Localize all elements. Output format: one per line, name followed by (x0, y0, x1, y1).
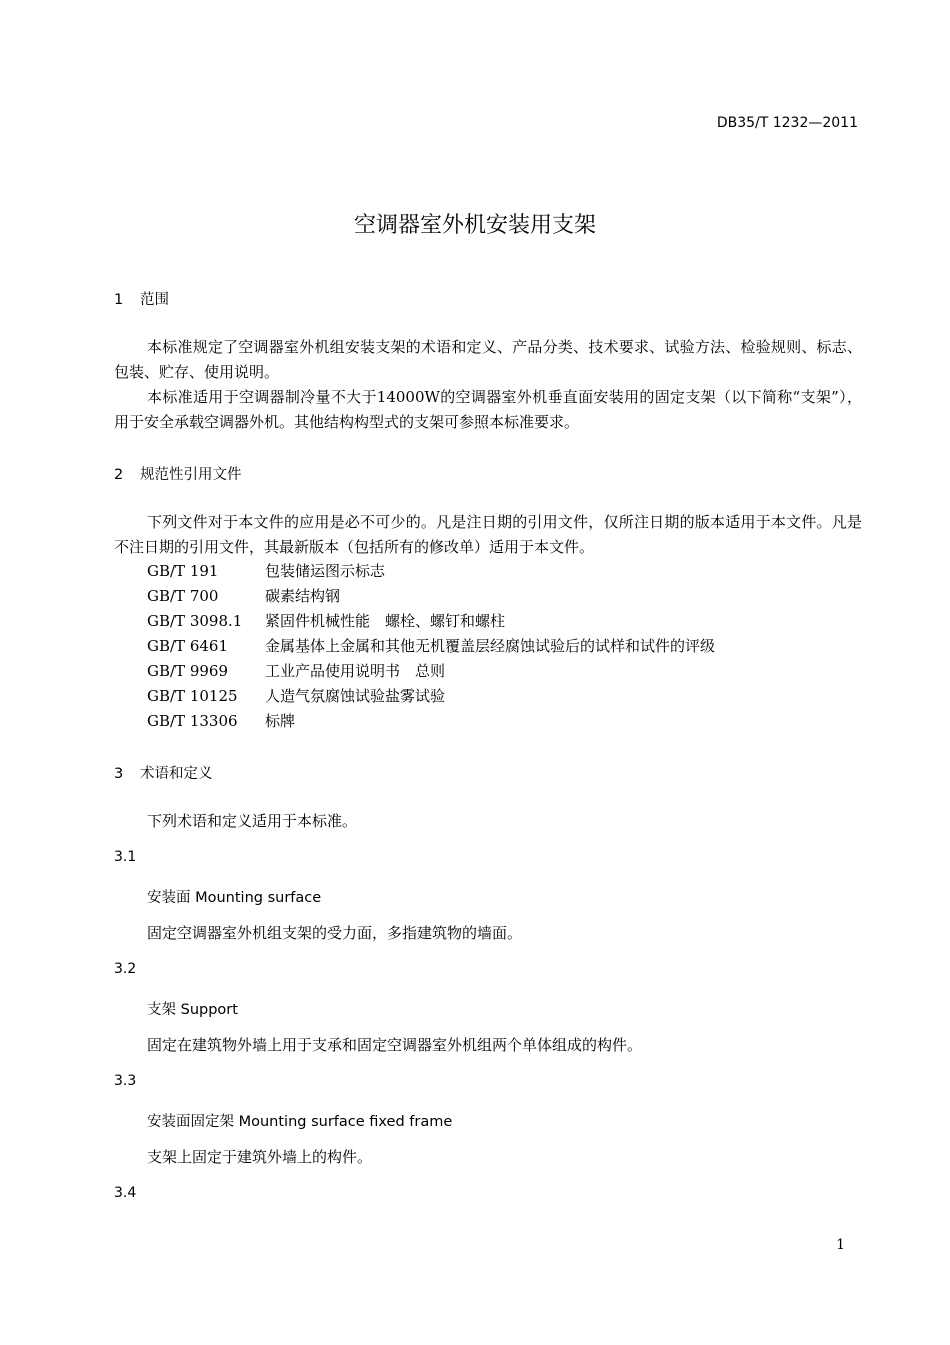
reference-row (147, 659, 445, 684)
reference-code: GB/T 10125 (147, 687, 238, 705)
section-2-title: 规范性引用文件 (140, 467, 242, 483)
terms-intro: 下列术语和定义适用于本标准。 (147, 812, 358, 830)
reference-title: 工业产品使用说明书 总则 (265, 662, 446, 680)
section-3-heading (114, 762, 213, 783)
reference-row (147, 584, 340, 609)
reference-code: GB/T 13306 (147, 712, 238, 730)
reference-title: 金属基体上金属和其他无机覆盖层经腐蚀试验后的试样和试件的评级 (265, 637, 716, 655)
term-name: 安装面 Mounting surface (147, 890, 322, 906)
standard-code: DB35/T 1232—2011 (716, 115, 858, 131)
section-3-number: 3 (114, 766, 124, 782)
section-1-number: 1 (114, 292, 124, 308)
reference-row (147, 609, 505, 634)
term-name: 安装面固定架 Mounting surface fixed frame (147, 1114, 453, 1130)
reference-code: GB/T 9969 (147, 662, 229, 680)
reference-code: GB/T 3098.1 (147, 612, 243, 630)
references-intro-paragraph: 下列文件对于本文件的应用是必不可少的。凡是注日期的引用文件，仅所注日期的版本适用于本文件。凡是不注日期的引用文件，其最新版本（包括所有的修改单）适用于本文件。 (114, 513, 862, 556)
reference-title: 人造气氛腐蚀试验盐雾试验 (265, 687, 446, 705)
term-number: 3.3 (114, 1073, 137, 1089)
reference-row (147, 634, 715, 659)
term-definition: 固定空调器室外机组支架的受力面，多指建筑物的墙面。 (147, 924, 523, 942)
reference-title: 紧固件机械性能 螺栓、螺钉和螺柱 (265, 612, 506, 630)
reference-row (147, 684, 445, 709)
reference-code: GB/T 191 (147, 562, 219, 580)
term-number: 3.2 (114, 961, 137, 977)
reference-code: GB/T 700 (147, 587, 219, 605)
reference-title: 包装储运图示标志 (265, 562, 386, 580)
section-1-body (114, 335, 862, 435)
reference-row (147, 559, 385, 584)
section-1-heading (114, 288, 169, 309)
term-definition: 固定在建筑物外墙上用于支承和固定空调器室外机组两个单体组成的构件。 (147, 1036, 643, 1054)
scope-paragraph-2: 本标准适用于空调器制冷量不大于14000W的空调器室外机垂直面安装用的固定支架（以下简称“支架”），用于安全承载空调器外机。其他结构构型式的支架可参照本标准要求。 (114, 388, 862, 431)
reference-row (147, 709, 295, 734)
section-3-title: 术语和定义 (140, 766, 213, 782)
section-2-heading (114, 463, 242, 484)
term-number: 3.4 (114, 1185, 137, 1201)
page-number: 1 (836, 1237, 845, 1253)
term-number: 3.1 (114, 849, 137, 865)
section-2-intro (114, 510, 862, 560)
term-definition: 支架上固定于建筑外墙上的构件。 (147, 1148, 373, 1166)
term-name: 支架 Support (147, 1002, 238, 1018)
reference-title: 标牌 (265, 712, 296, 730)
section-2-number: 2 (114, 467, 124, 483)
document-title: 空调器室外机安装用支架 (353, 213, 596, 238)
reference-title: 碳素结构钢 (265, 587, 341, 605)
section-1-title: 范围 (140, 292, 169, 308)
reference-code: GB/T 6461 (147, 637, 229, 655)
scope-paragraph-1: 本标准规定了空调器室外机组安装支架的术语和定义、产品分类、技术要求、试验方法、检验规则、标志、包装、贮存、使用说明。 (114, 338, 862, 381)
